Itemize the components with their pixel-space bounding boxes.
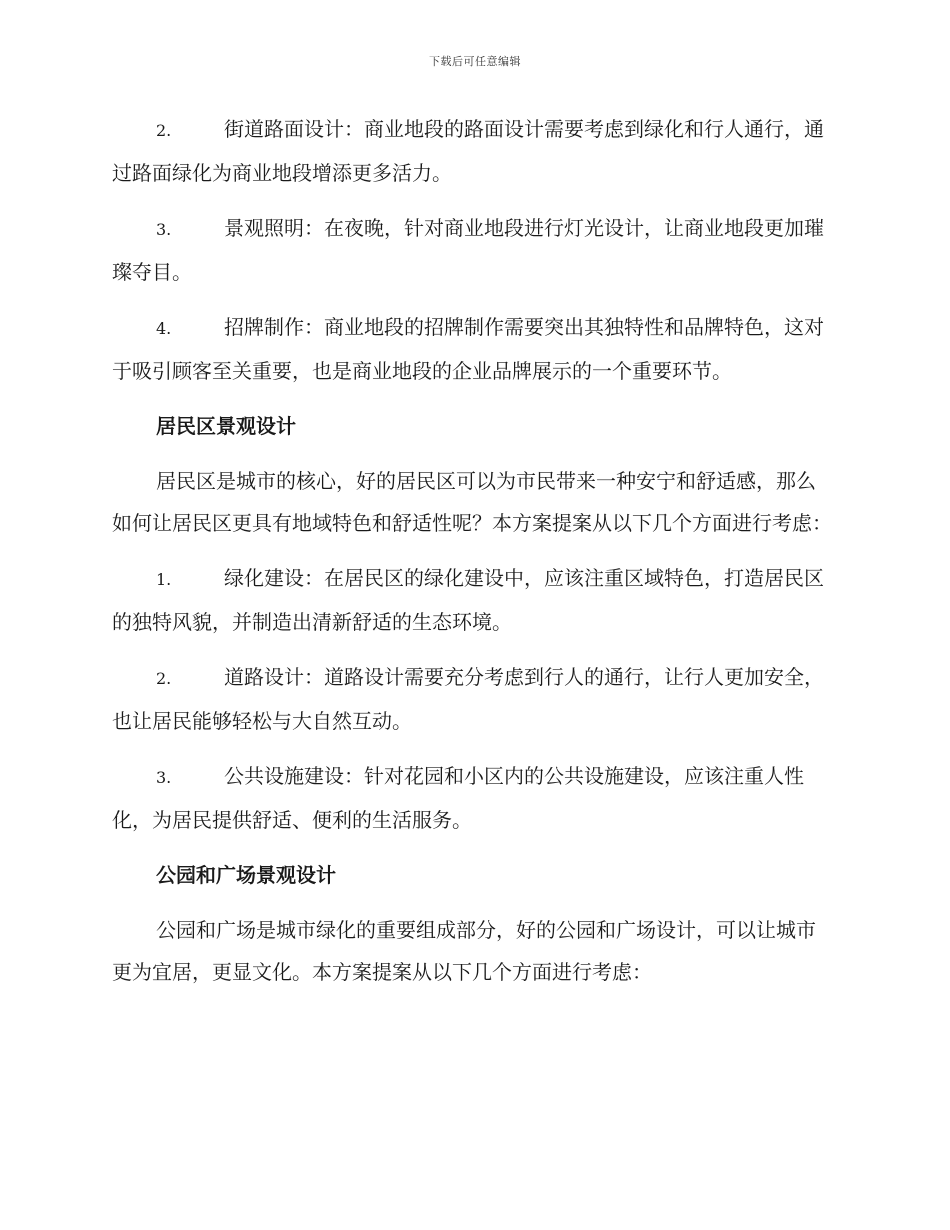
list-number: 1. — [156, 570, 172, 589]
list-text: 绿化建设：在居民区的绿化建设中，应该注重区域特色，打造居民区的独特风貌，并制造出清新舒适的生态环境。 — [112, 566, 824, 634]
list-text: 道路设计：道路设计需要充分考虑到行人的通行，让行人更加安全，也让居民能够轻松与大自然互动。 — [112, 665, 824, 733]
list-item — [112, 108, 834, 194]
list-text: 景观照明：在夜晚，针对商业地段进行灯光设计，让商业地段更加璀璨夺目。 — [112, 216, 824, 284]
list-item — [112, 207, 834, 293]
list-text: 公共设施建设：针对花园和小区内的公共设施建设，应该注重人性化，为居民提供舒适、便利的生活服务。 — [112, 764, 804, 832]
list-item — [112, 656, 834, 742]
document-body — [112, 108, 834, 1006]
section-heading-residential: 居民区景观设计 — [156, 414, 296, 438]
list-number: 2. — [156, 121, 172, 140]
list-item — [112, 306, 834, 392]
list-number: 4. — [156, 319, 172, 338]
list-number: 2. — [156, 669, 172, 688]
park-intro: 公园和广场是城市绿化的重要组成部分，好的公园和广场设计，可以让城市更为宜居，更显文化。本方案提案从以下几个方面进行考虑： — [112, 918, 816, 984]
page-header: 下载后可任意编辑 — [429, 55, 521, 68]
list-text: 招牌制作：商业地段的招牌制作需要突出其独特性和品牌特色，这对于吸引顾客至关重要，也是商业地段的企业品牌展示的一个重要环节。 — [112, 315, 824, 383]
list-number: 3. — [156, 220, 172, 239]
residential-intro: 居民区是城市的核心，好的居民区可以为市民带来一种安宁和舒适感，那么如何让居民区更具有地域特色和舒适性呢？本方案提案从以下几个方面进行考虑： — [112, 469, 832, 535]
section-heading-park: 公园和广场景观设计 — [156, 863, 336, 887]
list-item — [112, 755, 834, 841]
list-number: 3. — [156, 768, 172, 787]
list-text: 街道路面设计：商业地段的路面设计需要考虑到绿化和行人通行，通过路面绿化为商业地段增添更多活力。 — [112, 117, 824, 185]
list-item — [112, 557, 834, 643]
